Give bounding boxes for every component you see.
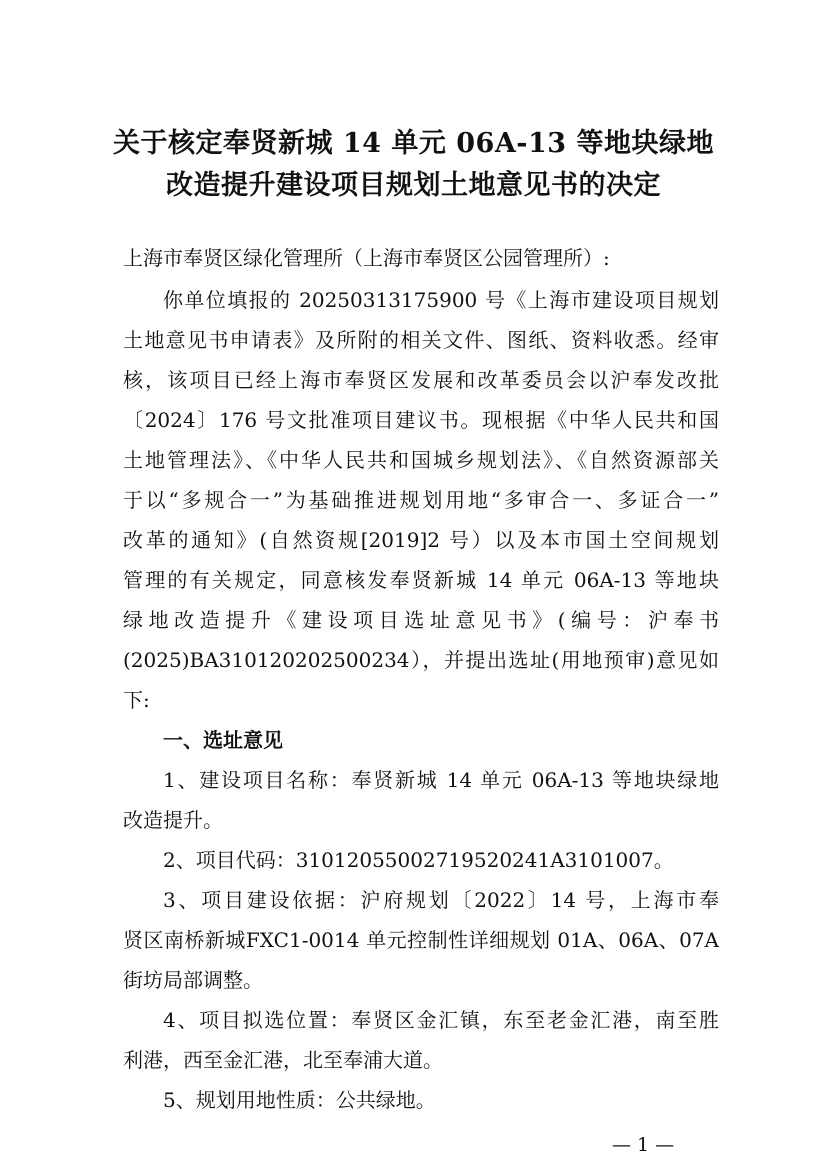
document-title-line-1: 关于核定奉贤新城 14 单元 06A-13 等地块绿地 — [113, 128, 714, 159]
page-number: — 1 — — [612, 1134, 675, 1156]
list-item: 贤区南桥新城FXC1-0014 单元控制性详细规划 01A、06A、07A — [123, 928, 719, 952]
body-line: 核，该项目已经上海市奉贤区发展和改革委员会以沪奉发改批 — [123, 368, 719, 392]
list-item: 4、项目拟选位置：奉贤区金汇镇，东至老金汇港，南至胜 — [163, 1008, 719, 1032]
list-item: 3、项目建设依据：沪府规划〔2022〕14 号，上海市奉 — [163, 888, 719, 912]
body-line: 你单位填报的 20250313175900 号《上海市建设项目规划 — [163, 288, 719, 312]
body-line: 管理的有关规定，同意核发奉贤新城 14 单元 06A-13 等地块 — [123, 568, 719, 592]
list-item: 利港，西至金汇港，北至奉浦大道。 — [123, 1048, 443, 1072]
document-title-line-2: 改造提升建设项目规划土地意见书的决定 — [166, 170, 661, 201]
body-line: 下: — [123, 688, 150, 712]
body-line: 土地意见书申请表》及所附的相关文件、图纸、资料收悉。经审 — [123, 328, 719, 352]
body-line: 〔2024〕176 号文批准项目建议书。现根据《中华人民共和国 — [123, 408, 719, 432]
body-line: 于以“多规合一”为基础推进规划用地“多审合一、多证合一” — [123, 488, 719, 512]
list-item: 改造提升。 — [123, 808, 223, 832]
addressee: 上海市奉贤区绿化管理所（上海市奉贤区公园管理所）: — [123, 246, 610, 270]
section-heading: 一、选址意见 — [163, 728, 283, 752]
list-item: 1、建设项目名称：奉贤新城 14 单元 06A-13 等地块绿地 — [163, 768, 719, 792]
body-line: 土地管理法》、《中华人民共和国城乡规划法》、《自然资源部关 — [123, 448, 719, 472]
list-item: 2、项目代码：31012055002719520241A3101007。 — [163, 848, 674, 872]
list-item: 5、规划用地性质：公共绿地。 — [163, 1088, 436, 1112]
list-item: 街坊局部调整。 — [123, 968, 263, 992]
body-line: 改革的通知》(自然资规[2019]2 号）以及本市国土空间规划 — [123, 528, 719, 552]
body-line: (2025)BA310120202500234），并提出选址(用地预审)意见如 — [123, 648, 719, 672]
body-line: 绿地改造提升《建设项目选址意见书》(编号：沪奉书 — [123, 608, 719, 632]
